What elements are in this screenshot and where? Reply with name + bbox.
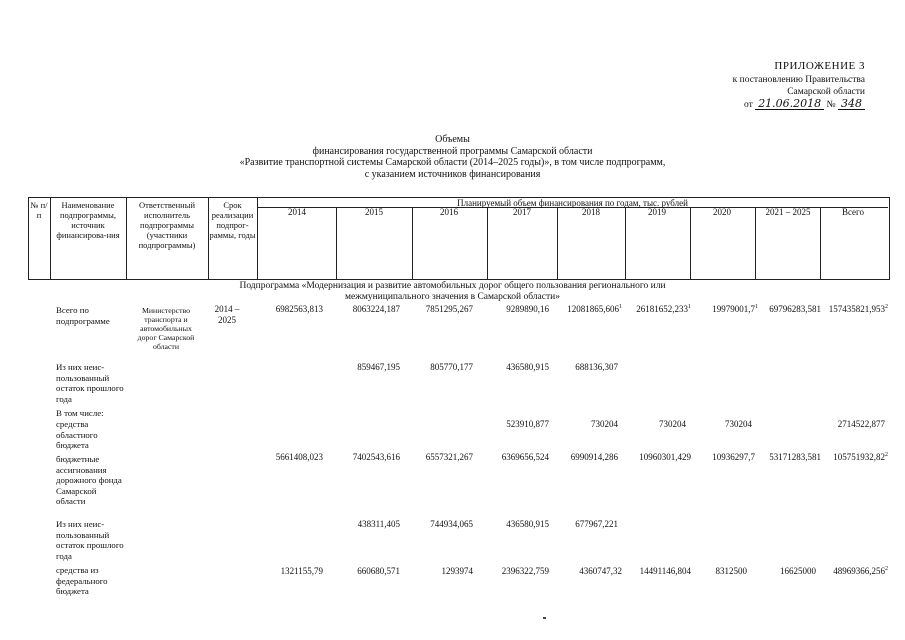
cell-unused2-2017: 436580,915 xyxy=(506,519,549,529)
cell-regional-2018: 730204 xyxy=(591,419,618,429)
cell-roadfund-2017: 6369656,524 xyxy=(501,452,549,462)
year-header: 2019 xyxy=(648,207,666,217)
grid-line xyxy=(126,197,127,279)
cell-total-2019: 26181652,233$^1$ xyxy=(636,304,691,314)
cell-regional-2019: 730204 xyxy=(659,419,686,429)
year-header: Всего xyxy=(841,207,865,217)
cell-roadfund-2021-2025: 53171283,581 xyxy=(769,452,821,462)
row-label-road-fund: бюджетные ассигнования дорожного фонда Самарской области xyxy=(56,454,122,506)
year-header: 2018 xyxy=(582,207,600,217)
row-label-unused-1: Из них неис-пользованный остаток прошлого года xyxy=(56,362,124,404)
date-prefix: от xyxy=(744,100,753,110)
row-label-including: В том числе: xyxy=(56,408,104,418)
col-header-number: № п/п xyxy=(30,200,48,220)
cell-roadfund-2019: 10960301,429 xyxy=(639,452,691,462)
cell-unused1-2015: 859467,195 xyxy=(357,362,400,372)
cell-federal-2021-2025: 16625000 xyxy=(780,566,816,576)
cell-regional-2020: 730204 xyxy=(725,419,752,429)
cell-total-2021-2025: 69796283,581 xyxy=(769,304,821,314)
col-header-responsible: Ответственный исполнитель подпрограммы (участники подпрограммы) xyxy=(138,200,196,250)
cell-unused1-2017: 436580,915 xyxy=(506,362,549,372)
grid-line xyxy=(755,207,756,279)
cell-total-all: 157435821,953$^2$ xyxy=(828,304,888,314)
subprogram-line-1: Подпрограмма «Модернизация и развитие автомобильных дорог общего пользования регионального или xyxy=(239,281,666,291)
responsible-executor: Министерство транспорта и автомобильных дорог Самарской области xyxy=(137,306,195,351)
grid-line xyxy=(820,207,821,279)
year-header: 2015 xyxy=(365,207,383,217)
heading-line-3: «Развитие транспортной системы Самарской области (2014–2025 годы)», в том числе подпрограмм, xyxy=(239,157,666,168)
cell-total-2016: 7851295,267 xyxy=(425,304,473,314)
number-sign: № xyxy=(826,100,836,110)
document-heading xyxy=(0,134,905,180)
cell-federal-2020: 8312500 xyxy=(715,566,747,576)
cell-total-2015: 8063224,187 xyxy=(352,304,400,314)
appendix-date-line xyxy=(733,98,865,111)
appendix-title: ПРИЛОЖЕНИЕ 3 xyxy=(774,60,865,72)
year-header: 2021 – 2025 xyxy=(765,207,811,217)
year-header: 2017 xyxy=(513,207,531,217)
appendix-line-1: к постановлению Правительства xyxy=(732,75,865,85)
cell-total-2017: 9289890,16 xyxy=(506,304,549,314)
grid-line xyxy=(625,207,626,279)
year-header: 2014 xyxy=(288,207,306,217)
cell-roadfund-2018: 6990914,286 xyxy=(570,452,618,462)
cell-regional-2017: 523910,877 xyxy=(506,419,549,429)
subprogram-line-2: межмуниципального значения в Самарской области» xyxy=(345,292,560,302)
row-label-federal: средства из федерального бюджета xyxy=(56,565,108,596)
term-years: 2014 – 2025 xyxy=(214,304,240,325)
row-label-total: Всего по подпрограмме xyxy=(56,305,110,326)
col-header-term: Срок реализации подпрог-раммы, годы xyxy=(209,200,256,240)
cell-roadfund-2014: 5661408,023 xyxy=(275,452,323,462)
cell-federal-total: 48969366,256$^2$ xyxy=(833,566,888,576)
cell-federal-2016: 1293974 xyxy=(441,566,473,576)
col-header-planned: Планируемый объем финансирования по годам, тыс. рублей xyxy=(457,198,688,208)
grid-line xyxy=(257,197,258,279)
cell-total-2018: 12081865,606$^1$ xyxy=(567,304,622,314)
heading-line-4: с указанием источников финансирования xyxy=(364,168,541,180)
cell-regional-total: 2714522,877 xyxy=(837,419,885,429)
grid-line xyxy=(487,207,488,279)
cell-roadfund-total: 105751932,82$^2$ xyxy=(833,452,888,462)
grid-line xyxy=(412,207,413,279)
grid-line xyxy=(28,279,889,280)
cell-roadfund-2016: 6557321,267 xyxy=(425,452,473,462)
cell-unused1-2016: 805770,177 xyxy=(430,362,473,372)
cell-federal-2014: 1321155,79 xyxy=(280,566,323,576)
handwritten-number: 348 xyxy=(838,98,865,110)
grid-line xyxy=(50,197,51,279)
cell-total-2014: 6982563,813 xyxy=(275,304,323,314)
year-header: 2020 xyxy=(713,207,731,217)
cell-unused2-2018: 677967,221 xyxy=(575,519,618,529)
appendix-block xyxy=(733,60,865,111)
cell-federal-2019: 14491146,804 xyxy=(639,566,691,576)
row-label-unused-2: Из них неис-пользованный остаток прошлого года xyxy=(56,519,124,561)
row-label-regional: средства областного бюджета xyxy=(56,419,98,450)
cell-federal-2017: 2396322,759 xyxy=(501,566,549,576)
cell-unused2-2015: 438311,405 xyxy=(357,519,400,529)
grid-line xyxy=(336,207,337,279)
cell-total-2020: 19979001,7$^1$ xyxy=(712,304,758,314)
cell-roadfund-2015: 7402543,616 xyxy=(352,452,400,462)
cell-unused2-2016: 744934,065 xyxy=(430,519,473,529)
col-header-name: Наименование подпрограммы, источник финансирова-ния xyxy=(56,200,120,240)
subprogram-title xyxy=(0,281,905,303)
grid-line xyxy=(690,207,691,279)
appendix-line-2: Самарской области xyxy=(787,87,865,97)
handwritten-date: 21.06.2018 xyxy=(755,98,824,110)
cell-federal-2018: 4360747,32 xyxy=(579,566,622,576)
scan-speck xyxy=(543,617,546,619)
cell-unused1-2018: 688136,307 xyxy=(575,362,618,372)
cell-roadfund-2020: 10936297,7 xyxy=(712,452,755,462)
cell-federal-2015: 660680,571 xyxy=(357,566,400,576)
heading-line-2: финансирования государственной программы Самарской области xyxy=(312,145,593,157)
year-header: 2016 xyxy=(440,207,458,217)
heading-line-1: Объемы xyxy=(435,134,470,145)
grid-line xyxy=(557,207,558,279)
